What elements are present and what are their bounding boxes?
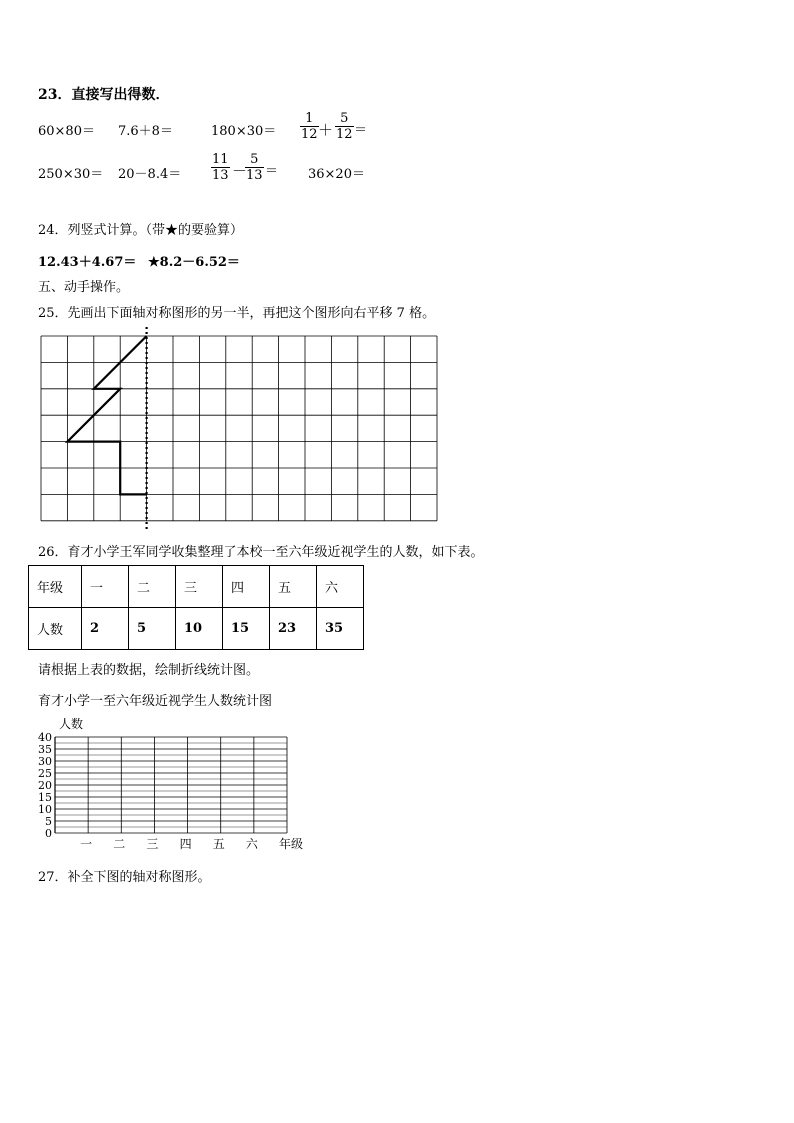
q23-r2-b: 20－8.4＝ bbox=[118, 167, 182, 182]
x-tick-label: 六 bbox=[245, 837, 258, 851]
q23-r1-c: 180×30＝ bbox=[211, 124, 277, 139]
y-tick-label: 25 bbox=[38, 767, 52, 780]
table-header-cell: 年级 bbox=[29, 566, 82, 608]
y-tick-label: 15 bbox=[38, 791, 52, 804]
table-cell: 五 bbox=[270, 566, 317, 608]
table-cell: 四 bbox=[223, 566, 270, 608]
table-cell: 六 bbox=[317, 566, 364, 608]
y-tick-label: 30 bbox=[38, 755, 52, 768]
q24-expr2: ★8.2－6.52＝ bbox=[148, 255, 240, 270]
table-cell: 35 bbox=[317, 608, 364, 650]
table-cell: 23 bbox=[270, 608, 317, 650]
table-cell: 一 bbox=[82, 566, 129, 608]
q26-instruction: 请根据上表的数据，绘制折线统计图。 bbox=[38, 663, 260, 678]
q23-r1-a: 60×80＝ bbox=[38, 124, 95, 139]
section-heading: 五、动手操作。 bbox=[38, 280, 130, 295]
table-cell: 二 bbox=[129, 566, 176, 608]
table-header-cell: 人数 bbox=[29, 608, 82, 650]
q23-r2-c: 36×20＝ bbox=[308, 167, 365, 182]
fraction-1-12: $\frac{1}{12}$ bbox=[301, 111, 318, 142]
y-axis-label: 人数 bbox=[59, 717, 84, 731]
table-cell: 三 bbox=[176, 566, 223, 608]
table-cell: 2 bbox=[82, 608, 129, 650]
fraction-11-13: $\frac{11}{13}$ bbox=[212, 152, 229, 183]
x-axis-label: 年级 bbox=[278, 837, 304, 851]
y-tick-label: 35 bbox=[38, 743, 52, 756]
x-tick-label: 三 bbox=[146, 837, 159, 851]
x-tick-label: 五 bbox=[212, 837, 225, 851]
y-tick-label: 0 bbox=[45, 827, 52, 840]
x-tick-label: 二 bbox=[113, 837, 126, 851]
q23-title: 23．直接写出得数． bbox=[38, 87, 170, 103]
x-tick-label: 四 bbox=[179, 837, 192, 851]
y-tick-label: 5 bbox=[45, 815, 52, 828]
y-tick-label: 40 bbox=[38, 731, 52, 744]
q23-r2-a: 250×30＝ bbox=[38, 167, 104, 182]
table-cell: 5 bbox=[129, 608, 176, 650]
y-tick-label: 20 bbox=[38, 779, 52, 792]
y-tick-label: 10 bbox=[38, 803, 52, 816]
chart-title: 育才小学一至六年级近视学生人数统计图 bbox=[38, 694, 273, 709]
q24-expr1: 12.43＋4.67＝ bbox=[38, 255, 137, 270]
q25-title: 25．先画出下面轴对称图形的另一半，再把这个图形向右平移 7 格。 bbox=[38, 306, 436, 321]
fraction-5-12: $\frac{5}{12}$ bbox=[336, 111, 353, 142]
x-tick-label: 一 bbox=[80, 837, 93, 851]
table-cell: 10 bbox=[176, 608, 223, 650]
q23-r1-b: 7.6＋8＝ bbox=[118, 124, 173, 139]
q26-title: 26．育才小学王军同学收集整理了本校一至六年级近视学生的人数，如下表。 bbox=[38, 545, 484, 560]
table-cell: 15 bbox=[223, 608, 270, 650]
q27-title: 27．补全下图的轴对称图形。 bbox=[38, 870, 211, 885]
fraction-5-13: $\frac{5}{13}$ bbox=[246, 152, 263, 183]
q24-title: 24．列竖式计算。（带★的要验算） bbox=[38, 223, 244, 238]
